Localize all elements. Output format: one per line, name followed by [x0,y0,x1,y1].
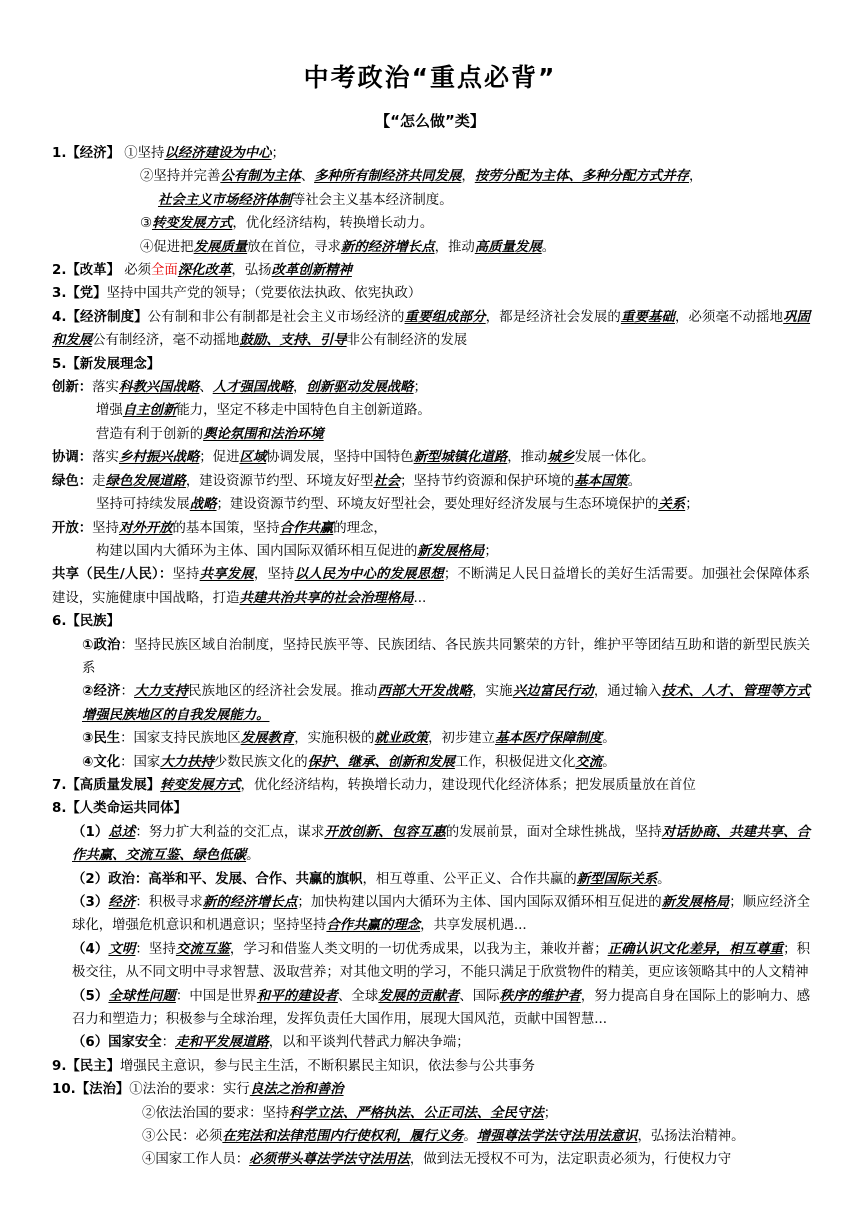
text: ， [461,169,475,185]
text: ，建设资源节约型、环境友好型 [185,473,374,489]
text: 的理念， [333,520,387,536]
key-term: 鼓励、支持、引导 [239,332,347,349]
sub-label: 协调： [52,450,93,466]
section-4 [52,306,810,353]
key-term: 在宪法和法律范围内行使权利，履行义务 [222,1128,464,1145]
key-term: 以经济建设为中心 [164,145,272,161]
text: 。 [602,731,616,747]
key-term: 转变发展方式 [160,776,241,793]
text: ；建设资源节约型、环境友好型社会，要处理好经济发展与生态环境保护的 [216,497,659,513]
key-term: 新发展格局 [417,542,485,559]
innovation-line-3 [52,423,810,446]
text: ③ [140,216,153,232]
key-term: 科学立法、严格执法、公正司法、全民守法 [289,1104,544,1121]
ethnic-politics [52,634,810,681]
key-term: 增强尊法学法守法用法意识 [476,1128,638,1145]
text: ； [685,497,699,513]
key-term: 走和平发展道路 [175,1034,269,1051]
section-10-line-2 [52,1102,810,1125]
key-term: 对外开放 [118,519,173,536]
community-civilization [52,938,810,985]
text: 走 [92,473,106,489]
text: ④国家工作人员： [142,1152,250,1168]
key-term: 城乡 [547,449,575,466]
key-term: 深化改革 [177,262,232,279]
key-term: 以人民为中心的发展思想 [294,566,444,583]
text: 协调发展，坚持中国特色 [266,450,414,466]
text: ，弘扬 [231,263,272,279]
text: 非公有制经济的发展 [346,333,468,349]
section-3 [52,282,810,305]
key-term: 发展教育 [240,730,295,747]
text: 少数民族文化的 [213,754,308,770]
sub-label: ②经济 [82,684,121,700]
key-term: 合作共赢的理念 [326,917,421,934]
section-heading: 【改革】 [66,263,120,279]
key-term: 公有制为主体 [220,168,301,185]
community-politics [52,868,810,891]
key-term: 发展的贡献者 [378,987,460,1004]
text: 、国际 [459,988,500,1004]
section-heading: 【法治】 [75,1082,130,1098]
section-number: 2. [52,263,67,279]
text: ，都是经济社会发展的 [485,309,621,325]
sub-label: ③民生 [82,731,121,747]
text: ②依法治国的要求：坚持 [142,1105,290,1121]
text: ④促进把 [140,239,194,255]
text: 工作，积极促进文化 [454,754,576,770]
text: ：国家支持民族地区 [120,731,241,747]
community-overview [52,821,810,868]
key-term: 新的经济增长点 [202,894,298,910]
text: ，初步建立 [428,731,496,747]
text: ：坚持 [135,941,176,957]
key-term: 绿色发展道路 [105,472,186,489]
text: 坚持中国共产党的领导；（党要依法执政、依宪执政） [106,286,422,302]
key-term: 社会主义市场经济体制 [158,191,292,208]
text: ①法治的要求：实行 [129,1082,250,1098]
item-number: （3） [72,895,109,910]
text: 坚持 [172,567,200,583]
text: ，必须毫不动摇地 [674,309,784,325]
text: 的发展前景，面对全球性挑战，坚持 [445,824,662,840]
text: ... [413,590,427,606]
key-term: 西部大开发战略 [377,683,473,700]
sub-label: ④文化 [82,754,121,770]
section-heading: 【民族】 [66,614,120,630]
text: ，实施 [472,684,513,700]
sub-label: 文明 [108,940,136,957]
text: ：中国是世界 [175,988,257,1004]
section-7 [52,774,810,797]
key-term: 转变发展方式 [152,215,233,232]
text: ： [120,684,135,700]
item-number: （5） [72,988,109,1004]
key-term: 多种所有制经济共同发展 [314,168,462,185]
item-number: （2） [72,871,109,887]
key-term: 新型城镇化道路 [413,449,508,466]
section-10-line-4 [52,1148,810,1171]
coordination-line [52,446,810,469]
text: ， [689,169,703,185]
section-number: 1. [52,146,67,161]
text: 能力，坚定不移走中国特色自主创新道路。 [176,403,431,419]
text: ，相互尊重、公平正义、合作共赢的 [362,871,577,887]
text: ；不断满足人民日益增长的美好生活需要。加强社会保障体系建设，实施健康中国战略，打造 [52,567,811,606]
key-term: 重要基础 [620,308,675,325]
text: 。 [246,848,260,864]
section-number: 7. [52,777,67,793]
community-security [52,1031,810,1054]
key-term: 对话协商、共建共享、合作共赢、交流互鉴、绿色低碳 [72,823,811,864]
ethnic-culture [52,751,810,774]
text: ，做到法无授权不可为，法定职责必须为，行使权力守 [409,1152,732,1168]
sub-label: ①政治 [82,637,121,653]
text: ：国家 [120,754,161,770]
text: ，学习和借鉴人类文明的一切优秀成果，以我为主，兼收并蓄； [229,941,608,957]
section-number: 5. [52,356,67,372]
key-term: 保护、继承、创新和发展 [307,753,455,770]
item-number: （1） [72,824,109,840]
text: 发展一体化。 [574,450,655,466]
key-term: 大力支持 [134,683,189,700]
key-term: 新的经济增长点 [340,238,435,255]
community-economy [52,891,810,938]
sub-label: 创新： [52,380,93,396]
text: ； [413,380,427,396]
text: ： [161,1035,176,1051]
key-term: 发展质量 [193,238,248,255]
key-term: 关系 [658,496,686,513]
key-term: 良法之治和善治 [249,1081,344,1098]
page-subtitle: 【“怎么做”类】 [375,112,485,130]
ethnic-livelihood [52,727,810,750]
green-line-1 [52,470,810,493]
key-term: 重要组成部分 [404,308,486,325]
key-term: 必须带头尊法学法守法用法 [249,1151,410,1168]
text: 。 [627,473,642,489]
item-number: （6） [72,1035,109,1051]
key-term: 开放创新、包容互惠 [324,823,446,840]
key-term: 按劳分配为主体、多种分配方式并存 [474,168,690,185]
key-term: 交流互鉴 [175,940,230,957]
key-term: 高质量发展 [474,238,542,255]
sub-label: 国家安全 [108,1035,162,1051]
community-global-issues [52,985,810,1032]
key-term: 正确认识文化差异，相互尊重 [607,940,784,957]
text: ③公民：必须 [142,1129,223,1145]
section-number: 4. [52,309,67,325]
key-term: 交流 [575,753,603,770]
text: ②坚持并完善 [140,169,221,185]
key-term: 兴边富民行动 [512,683,594,700]
text: 。 [541,239,556,255]
key-term: 技术、人才、管理等方式增强民族地区的自我发展能力。 [82,683,811,723]
text: 坚持 [92,520,119,536]
text: ；促进 [199,450,240,466]
key-term: 就业政策 [374,730,429,747]
section-heading: 【民主】 [66,1058,120,1074]
section-heading: 【经济制度】 [66,309,148,325]
section-number: 3. [52,286,67,302]
section-number: 10. [52,1082,76,1098]
text: 增强民主意识，参与民主生活，不断积累民主知识，依法参与公共事务 [119,1058,536,1074]
key-term: 区域 [239,449,267,466]
text: 必须 [124,263,152,279]
text: ，以和平谈判代替武力解决争端； [268,1035,470,1051]
sub-label: 政治 [108,871,135,887]
text: ：积极寻求 [135,895,203,910]
text: ，努力提高自身在国际上的影响力、感召力和塑造力；积极参与全球治理，发挥负责任大国作用，展现大国风范，贡献中国智慧... [72,988,811,1028]
section-1-line-1 [52,142,810,165]
text: 、全球 [337,988,379,1004]
text: ， [293,380,307,396]
section-heading: 【人类命运共同体】 [66,801,187,817]
section-5-heading [52,353,810,376]
key-term: 创新驱动发展战略 [306,379,414,396]
section-2 [52,259,810,282]
sub-label: 总述 [108,823,136,840]
section-6-heading [52,610,810,633]
key-term: 改革创新精神 [271,262,352,279]
key-term: 战略 [189,496,217,513]
text: 落实 [92,380,119,396]
key-term: 共享发展 [199,566,254,583]
section-number: 8. [52,801,67,817]
text: 放在首位，寻求 [247,239,341,255]
text: 民族地区的经济社会发展。推动 [188,684,378,700]
text: 坚持可持续发展 [96,497,190,513]
section-9 [52,1055,810,1078]
text: 增强 [96,403,123,419]
section-8-heading [52,797,810,820]
section-1-line-2 [52,165,810,188]
key-term: 基本医疗保障制度 [495,730,603,747]
innovation-line-2 [52,399,810,422]
text: 营造有利于创新的 [96,426,204,442]
item-number: （4） [72,941,109,957]
key-term: 合作共赢 [279,519,334,536]
text: ，共享发展机遇... [420,918,527,934]
text: 、 [199,380,213,396]
text: 。 [657,871,671,887]
key-term: 社会 [373,472,401,489]
key-term: 自主创新 [122,402,177,419]
text: ：努力扩大利益的交汇点，谋求 [135,824,325,840]
text: ，推动 [507,450,548,466]
key-term: 乡村振兴战略 [118,449,200,466]
section-1-line-4 [52,212,810,235]
red-text: 全面 [151,263,178,279]
innovation-line-1 [52,376,810,399]
text: ，推动 [434,239,475,255]
section-number: 6. [52,614,67,630]
text: 等社会主义基本经济制度。 [291,192,453,208]
text: ；坚持节约资源和保护环境的 [400,473,575,489]
key-term: 和平的建设者 [256,987,338,1004]
text: 。 [602,754,616,770]
text: ，弘扬法治精神。 [637,1129,745,1145]
openness-line-1 [52,517,810,540]
section-1-line-3 [52,189,810,212]
sharing-paragraph [52,563,810,610]
text: ：坚持民族区域自治制度，坚持民族平等、民族团结、各民族共同繁荣的方针，维护平等团结互助和谐的新型民族关系 [82,637,810,676]
section-number: 9. [52,1058,67,1074]
text: ； [271,146,285,161]
page-title: 中考政治“重点必背” [303,63,557,92]
text: 构建以国内大循环为主体、国内国际双循环相互促进的 [96,543,418,559]
text: ；顺应经济全球化，增强危机意识和机遇意识；坚持坚持 [72,895,811,934]
section-heading: 【党】 [66,286,107,302]
key-term: 舆论氛围和法治环境 [203,425,324,442]
sub-label: 全球性问题 [108,987,176,1004]
text: ； [543,1105,558,1121]
sub-label: 经济 [108,894,136,910]
key-term: 人才强国战略 [212,379,294,396]
text: 公有制和非公有制都是社会主义市场经济的 [147,309,405,325]
sub-label: 绿色： [52,473,93,489]
green-line-2 [52,493,810,516]
key-text: ：高举和平、发展、合作、共赢的旗帜 [134,871,363,887]
text: ； [484,543,498,559]
key-term: 基本国策 [574,472,628,489]
text: ，优化经济结构，转换增长动力，建设现代化经济体系；把发展质量放在首位 [240,777,696,793]
text: 的基本国策，坚持 [172,520,280,536]
section-heading: 【高质量发展】 [66,777,161,793]
key-term: 新发展格局 [661,894,730,910]
text: 。 [463,1129,477,1145]
sub-label: 开放： [52,520,93,536]
section-heading: 【经济】 [66,146,120,161]
text: 公有制经济，毫不动摇地 [92,333,240,349]
text: 落实 [92,450,119,466]
key-term: 共建共治共享的社会治理格局 [239,589,414,606]
text: ；加快构建以国内大循环为主体、国内国际双循环相互促进的 [297,895,662,910]
sub-label: 共享（民生/人民）： [52,567,173,583]
section-heading: 【新发展理念】 [66,356,161,372]
text: ，实施积极的 [294,731,375,747]
key-term: 大力扶持 [160,753,214,770]
section-1-line-5 [52,236,810,259]
text: ，优化经济结构，转换增长动力。 [232,216,434,232]
key-term: 新型国际关系 [576,870,658,887]
key-term: 秩序的维护者 [499,987,581,1004]
text: ，通过输入 [593,684,662,700]
key-term: 科教兴国战略 [118,379,200,396]
text: ①坚持 [124,146,165,161]
text: 、 [300,169,315,185]
section-10-line-1 [52,1078,810,1101]
ethnic-economy [52,680,810,727]
text: ，坚持 [253,567,295,583]
document-body [52,142,810,1172]
text: ；积极交往，从不同文明中寻求智慧、汲取营养；对其他文明的学习，不能只满足于欣赏物件的精美，更应该领略其中的人文精神 [72,941,811,981]
section-10-line-3 [52,1125,810,1148]
key-term: 巩固和发展 [52,308,811,349]
openness-line-2 [52,540,810,563]
